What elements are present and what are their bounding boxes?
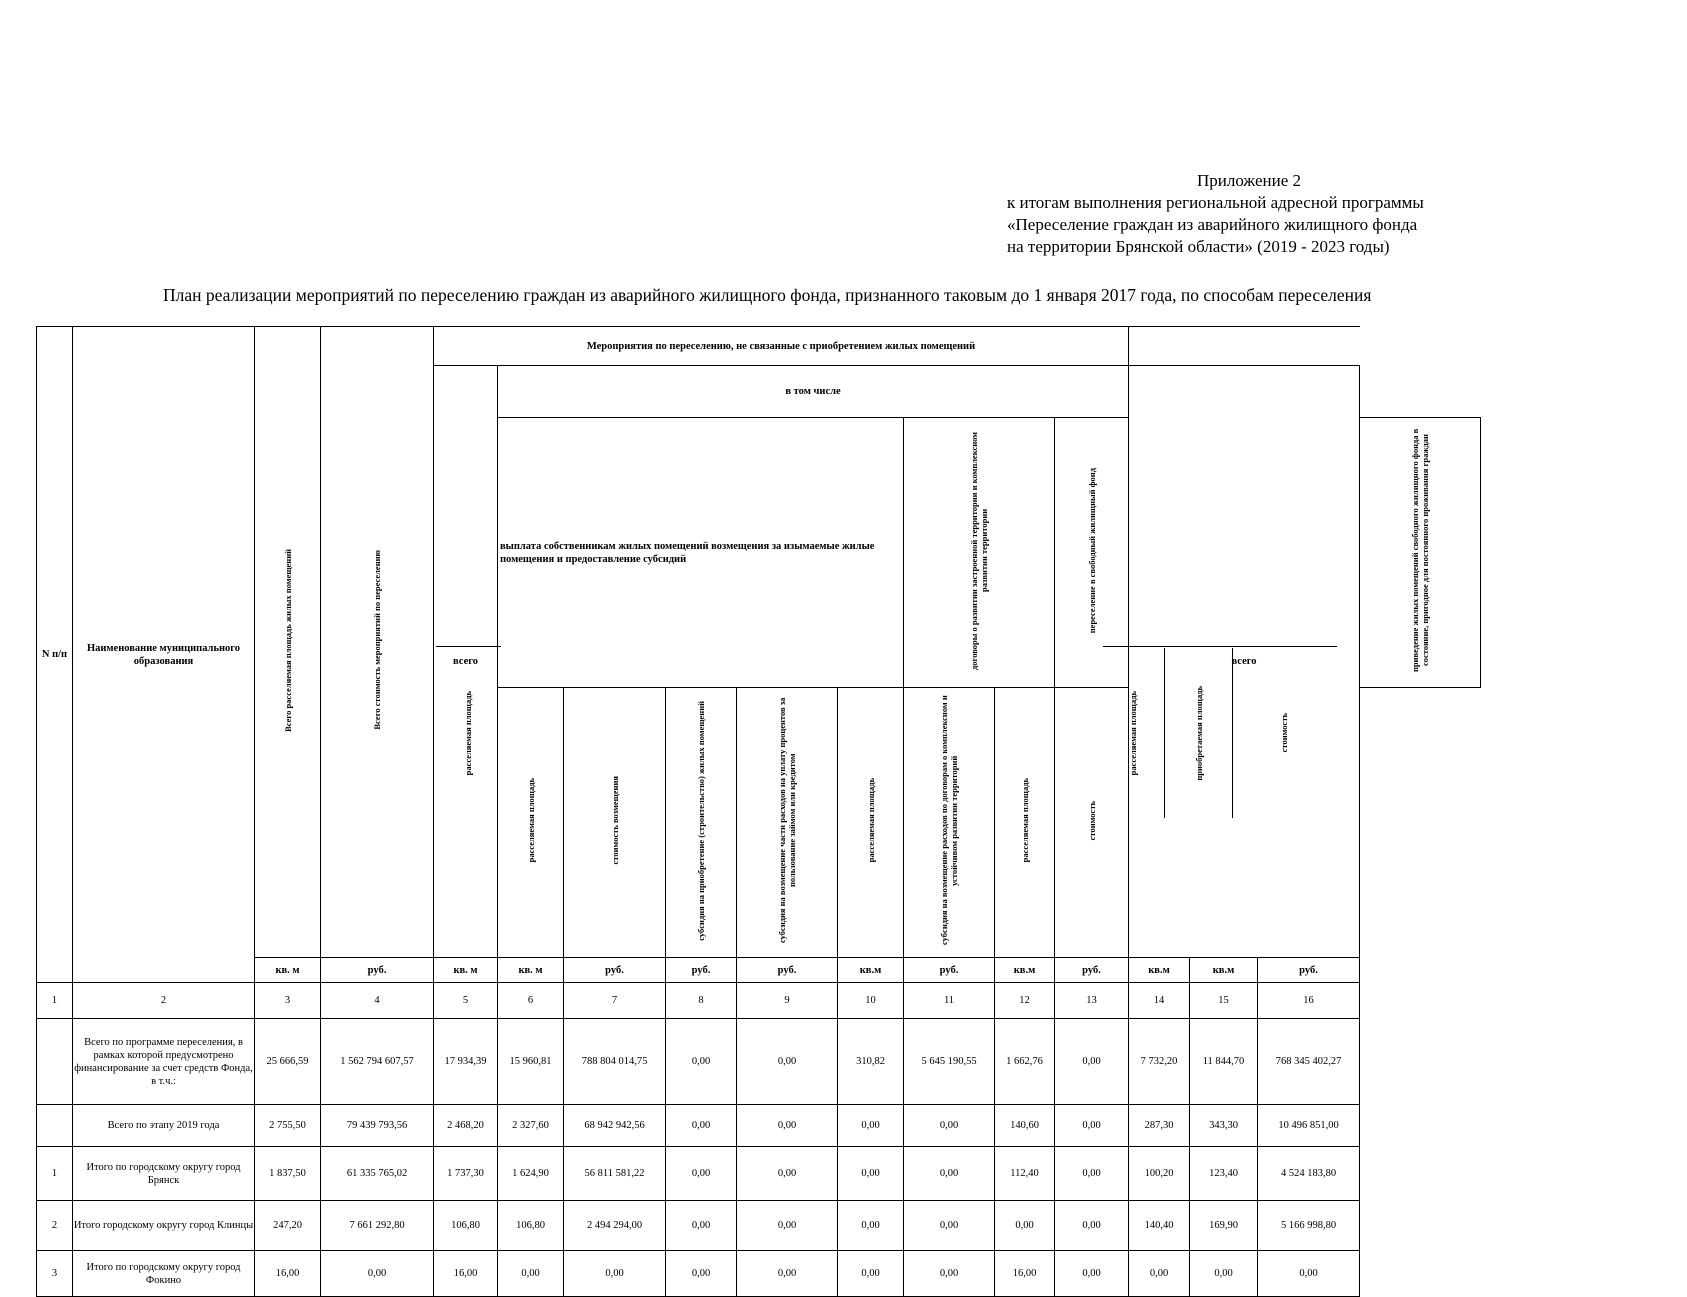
cell: 140,40 xyxy=(1129,1201,1190,1251)
cell: 0,00 xyxy=(838,1201,904,1251)
unit-cell: кв. м xyxy=(434,958,498,983)
cell: 7 661 292,80 xyxy=(321,1201,434,1251)
header-col16-label: стоимость xyxy=(1279,713,1290,753)
header-col11-label: субсидия на возмещение расходов по договорам о комплексном и устойчивом развитии территорий xyxy=(939,695,959,946)
header-right-divider xyxy=(1103,646,1337,647)
cell: 140,60 xyxy=(995,1105,1055,1147)
appendix-line: на территории Брянской области» (2019 - 2023 годы) xyxy=(1007,237,1390,256)
col-number: 6 xyxy=(498,983,564,1019)
cell: 0,00 xyxy=(666,1251,737,1297)
table-row xyxy=(37,1201,1481,1251)
header-contracts xyxy=(904,418,1055,688)
unit-cell: руб. xyxy=(737,958,838,983)
cell: 1 737,30 xyxy=(434,1147,498,1201)
col-number: 5 xyxy=(434,983,498,1019)
header-total-area xyxy=(255,327,321,958)
header-col9-label: субсидия на возмещение части расходов на уплату процентов за пользование займом или кредитом xyxy=(777,697,797,944)
cell: 10 496 851,00 xyxy=(1258,1105,1360,1147)
plan-title: План реализации мероприятий по переселению граждан из аварийного жилищного фонда, признанного таковым до 1 января 2017 года, по способам переселения xyxy=(163,285,1372,305)
header-col15-label: приобретаемая площадь xyxy=(1193,685,1204,781)
cell: 0,00 xyxy=(995,1201,1055,1251)
cell: 0,00 xyxy=(666,1019,737,1105)
header-col8-label: субсидия на приобретение (строительство) жилых помещений xyxy=(696,700,706,941)
cell: 0,00 xyxy=(1190,1251,1258,1297)
cell: 0,00 xyxy=(1055,1105,1129,1147)
cell: 16,00 xyxy=(255,1251,321,1297)
cell: 100,20 xyxy=(1129,1147,1190,1201)
col-number: 8 xyxy=(666,983,737,1019)
col-number: 12 xyxy=(995,983,1055,1019)
appendix-line: к итогам выполнения региональной адресной программы xyxy=(1007,193,1424,212)
header-col13-label: стоимость xyxy=(1086,800,1097,841)
cell: 0,00 xyxy=(737,1019,838,1105)
row-name: Всего по этапу 2019 года xyxy=(73,1105,255,1147)
table-row xyxy=(37,1147,1481,1201)
col-number: 7 xyxy=(564,983,666,1019)
cell: 2 494 294,00 xyxy=(564,1201,666,1251)
resettlement-table xyxy=(36,326,1481,1297)
header-col6-label: расселяемая площадь xyxy=(525,778,536,863)
row-name: Итого городскому округу город Клинцы xyxy=(73,1201,255,1251)
cell: 0,00 xyxy=(904,1201,995,1251)
cell: 112,40 xyxy=(995,1147,1055,1201)
cell: 247,20 xyxy=(255,1201,321,1251)
header-bring-free xyxy=(1360,418,1481,688)
cell: 169,90 xyxy=(1190,1201,1258,1251)
appendix-title: Приложение 2 xyxy=(1197,171,1301,190)
cell: 106,80 xyxy=(498,1201,564,1251)
cell: 0,00 xyxy=(737,1105,838,1147)
cell: 0,00 xyxy=(564,1251,666,1297)
unit-cell: руб. xyxy=(1055,958,1129,983)
unit-cell: руб. xyxy=(666,958,737,983)
cell: 25 666,59 xyxy=(255,1019,321,1105)
cell: 310,82 xyxy=(838,1019,904,1105)
cell: 61 335 765,02 xyxy=(321,1147,434,1201)
cell: 0,00 xyxy=(1129,1251,1190,1297)
cell: 0,00 xyxy=(838,1251,904,1297)
header-col9 xyxy=(737,688,838,958)
cell: 16,00 xyxy=(434,1251,498,1297)
unit-cell: кв.м xyxy=(995,958,1055,983)
header-resettle-free-label: переселение в свободный жилищный фонд xyxy=(1086,467,1097,634)
unit-cell: руб. xyxy=(904,958,995,983)
col-number: 9 xyxy=(737,983,838,1019)
header-total-cost xyxy=(321,327,434,958)
header-col12 xyxy=(995,688,1055,958)
column-numbers-row xyxy=(37,983,1481,1019)
cell: 17 934,39 xyxy=(434,1019,498,1105)
appendix-line: «Переселение граждан из аварийного жилищного фонда xyxy=(1007,215,1418,234)
cell: 1 837,50 xyxy=(255,1147,321,1201)
header-group-main: Мероприятия по переселению, не связанные с приобретением жилых помещений xyxy=(434,327,1129,366)
header-payment: выплата собственникам жилых помещений возмещения за изымаемые жилые помещения и предоставление субсидий xyxy=(498,418,904,688)
cell: 343,30 xyxy=(1190,1105,1258,1147)
unit-cell: кв. м xyxy=(255,958,321,983)
cell: 0,00 xyxy=(737,1147,838,1201)
unit-cell: руб. xyxy=(321,958,434,983)
cell: 4 524 183,80 xyxy=(1258,1147,1360,1201)
header-col7-label: стоимость возмещения xyxy=(609,776,620,865)
header-col7 xyxy=(564,688,666,958)
cell: 788 804 014,75 xyxy=(564,1019,666,1105)
table-row xyxy=(37,1105,1481,1147)
cell: 0,00 xyxy=(904,1251,995,1297)
unit-cell: кв. м xyxy=(498,958,564,983)
row-num: 2 xyxy=(37,1201,73,1251)
col-number: 16 xyxy=(1258,983,1360,1019)
cell: 0,00 xyxy=(1055,1147,1129,1201)
cell: 0,00 xyxy=(321,1251,434,1297)
header-col8 xyxy=(666,688,737,958)
cell: 0,00 xyxy=(904,1147,995,1201)
cell: 0,00 xyxy=(737,1201,838,1251)
header-col10-label: расселяемая площадь xyxy=(865,778,876,863)
header-col6 xyxy=(498,688,564,958)
row-num: 1 xyxy=(37,1147,73,1201)
header-col12-label: расселяемая площадь xyxy=(1019,778,1030,863)
col-number: 11 xyxy=(904,983,995,1019)
col-number: 15 xyxy=(1190,983,1258,1019)
unit-cell: кв.м xyxy=(1190,958,1258,983)
cell: 68 942 942,56 xyxy=(564,1105,666,1147)
cell: 768 345 402,27 xyxy=(1258,1019,1360,1105)
col-number: 4 xyxy=(321,983,434,1019)
row-name: Всего по программе переселения, в рамках которой предусмотрено финансирование за счет средств Фонда, в т.ч.: xyxy=(73,1019,255,1105)
cell: 0,00 xyxy=(498,1251,564,1297)
header-col5-label: расселяемая площадь xyxy=(463,690,473,776)
header-vsego-right: всего xyxy=(1129,366,1360,958)
row-num xyxy=(37,1105,73,1147)
header-col14-label: расселяемая площадь xyxy=(1128,690,1139,776)
col-number: 2 xyxy=(73,983,255,1019)
cell: 56 811 581,22 xyxy=(564,1147,666,1201)
cell: 123,40 xyxy=(1190,1147,1258,1201)
cell: 1 562 794 607,57 xyxy=(321,1019,434,1105)
header-contracts-label: договоры о развитии застроенной территории и комплексном развитии территории xyxy=(969,431,989,670)
header-total-cost-label: Всего стоимость мероприятий по переселению xyxy=(372,550,382,730)
unit-cell: кв.м xyxy=(1129,958,1190,983)
header-bring-free-label: приведение жилых помещений свободного жилищного фонда в состояние, пригодное для постоянного проживания граждан xyxy=(1410,428,1430,673)
cell: 79 439 793,56 xyxy=(321,1105,434,1147)
cell: 0,00 xyxy=(666,1105,737,1147)
unit-cell: кв.м xyxy=(838,958,904,983)
header-municipality: Наименование муниципального образования xyxy=(73,327,255,983)
cell: 0,00 xyxy=(838,1147,904,1201)
cell: 0,00 xyxy=(1055,1251,1129,1297)
cell: 2 755,50 xyxy=(255,1105,321,1147)
unit-cell: руб. xyxy=(1258,958,1360,983)
cell: 16,00 xyxy=(995,1251,1055,1297)
header-col5-divider xyxy=(436,646,501,647)
header-resettle-free xyxy=(1055,418,1129,688)
col-number: 14 xyxy=(1129,983,1190,1019)
header-total-area-label: Всего расселяемая площадь жилых помещений xyxy=(282,548,293,732)
header-col13 xyxy=(1055,688,1129,958)
col-number: 13 xyxy=(1055,983,1129,1019)
row-num: 3 xyxy=(37,1251,73,1297)
col-number: 1 xyxy=(37,983,73,1019)
cell: 2 327,60 xyxy=(498,1105,564,1147)
cell: 15 960,81 xyxy=(498,1019,564,1105)
cell: 0,00 xyxy=(1258,1251,1360,1297)
cell: 287,30 xyxy=(1129,1105,1190,1147)
header-num: N п/п xyxy=(37,327,73,983)
header-col10 xyxy=(838,688,904,958)
cell: 0,00 xyxy=(666,1147,737,1201)
col-number: 10 xyxy=(838,983,904,1019)
cell: 106,80 xyxy=(434,1201,498,1251)
cell: 0,00 xyxy=(1055,1201,1129,1251)
cell: 11 844,70 xyxy=(1190,1019,1258,1105)
table-row xyxy=(37,1019,1481,1105)
cell: 5 166 998,80 xyxy=(1258,1201,1360,1251)
row-num xyxy=(37,1019,73,1105)
cell: 1 624,90 xyxy=(498,1147,564,1201)
cell: 5 645 190,55 xyxy=(904,1019,995,1105)
row-name: Итого по городскому округу город Фокино xyxy=(73,1251,255,1297)
cell: 0,00 xyxy=(737,1251,838,1297)
cell: 7 732,20 xyxy=(1129,1019,1190,1105)
cell: 0,00 xyxy=(1055,1019,1129,1105)
header-col11 xyxy=(904,688,995,958)
cell: 2 468,20 xyxy=(434,1105,498,1147)
header-empty-top xyxy=(1129,327,1360,366)
col-number: 3 xyxy=(255,983,321,1019)
cell: 0,00 xyxy=(904,1105,995,1147)
table-row xyxy=(37,1251,1481,1297)
cell: 1 662,76 xyxy=(995,1019,1055,1105)
header-in-that: в том числе xyxy=(498,366,1129,418)
cell: 0,00 xyxy=(838,1105,904,1147)
appendix-block xyxy=(1007,170,1567,258)
header-vsego: всего xyxy=(434,366,498,958)
cell: 0,00 xyxy=(666,1201,737,1251)
row-name: Итого по городскому округу город Брянск xyxy=(73,1147,255,1201)
unit-cell: руб. xyxy=(564,958,666,983)
